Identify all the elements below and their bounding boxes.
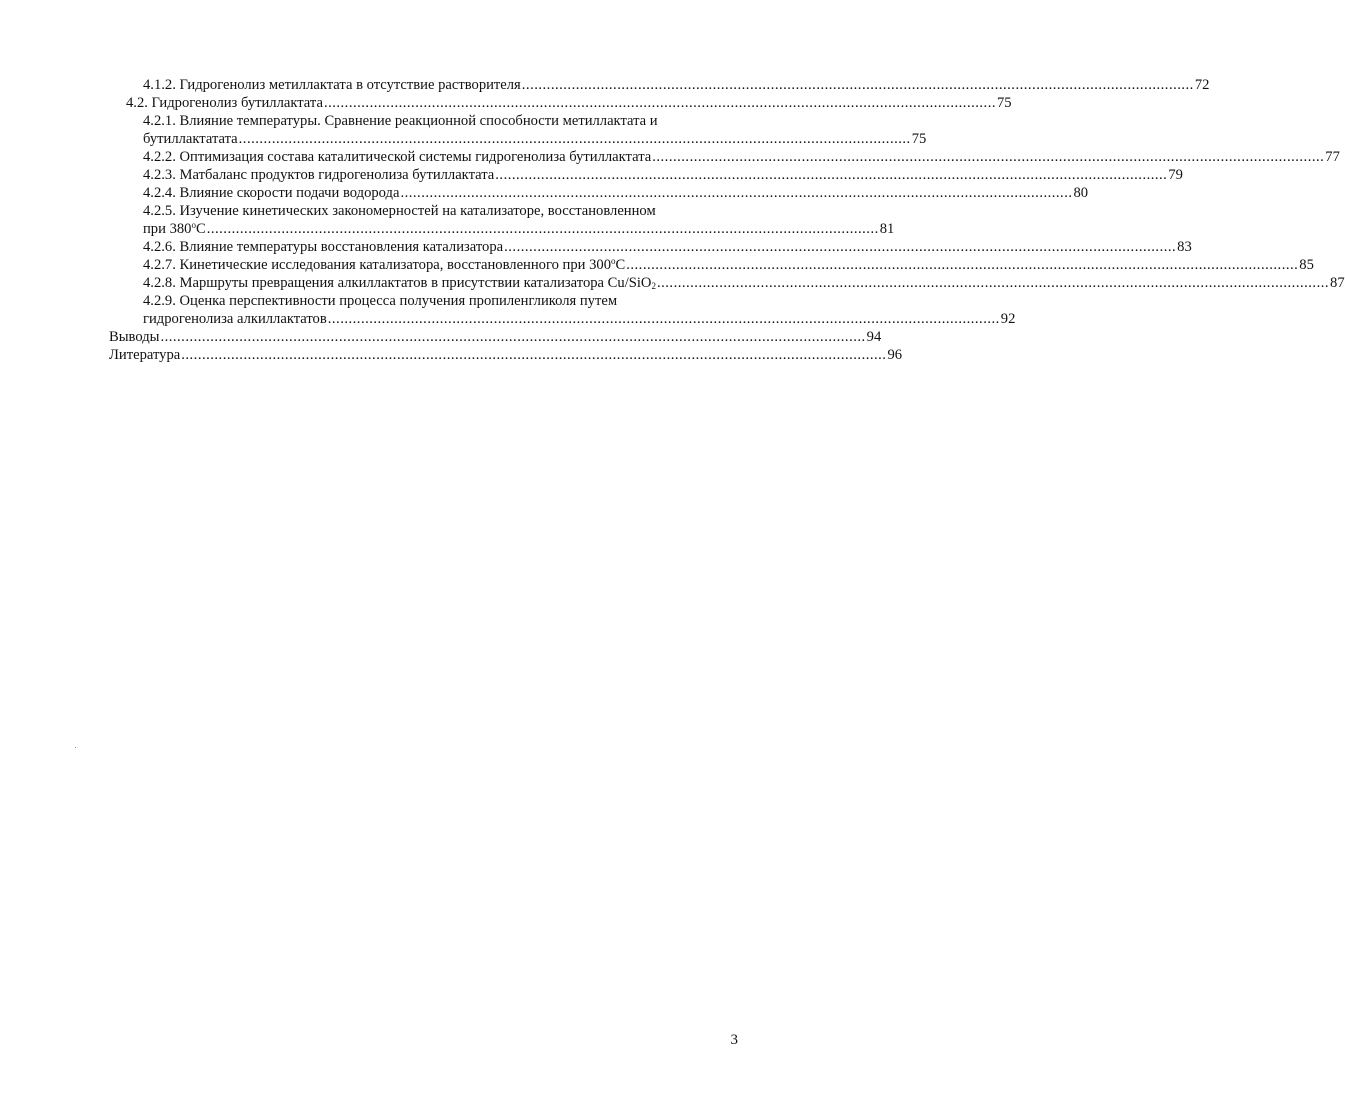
toc-entry-number: 4.2.1.: [143, 113, 176, 129]
dot-leader: ..................................................................................................................................................................: [323, 95, 996, 111]
dot-leader: ..................................................................................................................................................................: [652, 149, 1325, 165]
dot-leader: ..................................................................................................................................................................: [327, 311, 1000, 327]
toc-entry-title-line2: [143, 220, 206, 238]
degree-superscript: o: [611, 256, 616, 266]
toc-entry-page: 94: [866, 329, 882, 345]
toc-entry-title-line1: [143, 292, 739, 310]
toc-entry-number: 4.2.8.: [143, 275, 176, 291]
dot-leader: ..................................................................................................................................................................: [656, 275, 1330, 291]
toc-entry-title-line1: [143, 202, 739, 220]
toc-entry-page: 80: [1073, 185, 1089, 201]
toc-entry-4-1-2: [143, 76, 1210, 94]
toc-entry-title: [143, 76, 521, 94]
toc-entry-page: 77: [1325, 149, 1340, 165]
toc-entry-page: 75: [911, 131, 927, 147]
toc-entry-title: [143, 256, 625, 274]
toc-entry-title: [143, 148, 651, 166]
toc-entry-title: Выводы: [109, 329, 160, 345]
toc-entry-4-2-6: [143, 238, 1192, 256]
toc-entry-text: Оптимизация состава каталитической системы гидрогенолиза бутиллактата: [179, 149, 652, 165]
dot-leader: ..................................................................................................................................................................: [495, 167, 1168, 183]
toc-entry-text: при 380: [143, 221, 192, 237]
toc-entry-page: 75: [996, 95, 1012, 111]
toc-entry-text: Кинетические исследования катализатора, восстановленного при 300: [179, 257, 611, 273]
toc-entry-text: Влияние скорости подачи водорода: [179, 185, 400, 201]
toc-entry-text: Оценка перспективности процесса получения пропиленгликоля путем: [179, 293, 618, 309]
degree-superscript: o: [191, 220, 196, 230]
toc-entry-page: 96: [887, 347, 903, 363]
dot-leader: ..................................................................................................................................................................: [626, 257, 1299, 273]
toc-entry-4-2-5: [143, 202, 895, 238]
toc-entry-title: [143, 274, 656, 292]
toc-entry-number: 4.2.2.: [143, 149, 176, 165]
dot-leader: ..................................................................................................................................................................: [504, 239, 1177, 255]
toc-entry-4-2-4: [143, 184, 1089, 202]
toc-entry-number: 4.1.2.: [143, 77, 176, 93]
toc-entry-literature: [109, 346, 903, 364]
toc-entry-number: 4.2.6.: [143, 239, 176, 255]
toc-entry-text: Маршруты превращения алкиллактатов в присутствии катализатора Cu/SiO: [179, 275, 652, 291]
toc-entry-title: Литература: [109, 347, 181, 363]
dot-leader: ..................................................................................................................................................................: [521, 77, 1194, 93]
toc-entry-title: [143, 184, 399, 202]
toc-entry-page: 81: [879, 221, 895, 237]
toc-entry-text: Гидрогенолиз бутиллактата: [151, 95, 323, 111]
toc-entry-page: 72: [1194, 77, 1210, 93]
dot-leader: ..................................................................................................................................................................: [400, 185, 1073, 201]
toc-entry-text: Гидрогенолиз метиллактата в отсутствие растворителя: [179, 77, 521, 93]
toc-entry-page: 83: [1177, 239, 1192, 255]
toc-entry-unit: С: [195, 221, 206, 237]
toc-entry-page: 87: [1330, 275, 1345, 291]
toc-entry-number: 4.2.5.: [143, 203, 176, 219]
toc-entry-page: 92: [1000, 311, 1016, 327]
toc-entry-title-line2: бутиллактатата: [143, 131, 238, 147]
toc-entry-page: 79: [1168, 167, 1183, 183]
toc-entry-title: [143, 166, 494, 184]
toc-entry-text: Влияние температуры восстановления катализатора: [179, 239, 504, 255]
toc-entry-number: 4.2.4.: [143, 185, 176, 201]
toc-entry-4-2: [126, 94, 1012, 112]
toc-entry-text: Влияние температуры. Сравнение реакционной способности метиллактата и: [179, 113, 658, 129]
toc-entry-title-line1: [143, 112, 739, 130]
toc-entry-4-2-9: [143, 292, 1016, 328]
toc-entry-title: [143, 238, 503, 256]
toc-entry-text: Изучение кинетических закономерностей на катализаторе, восстановленном: [179, 203, 656, 219]
dot-leader: ..................................................................................................................................................................: [238, 131, 911, 147]
toc-entry-4-2-3: [143, 166, 1183, 184]
toc-entry-page: 85: [1299, 257, 1314, 273]
toc-entry-4-2-1: [143, 112, 927, 148]
toc-entry-4-2-8: [143, 274, 1345, 292]
toc-entry-number: 4.2.: [126, 95, 148, 111]
dot-leader: ..........................................................................................................................................................................: [181, 347, 887, 363]
scan-speck: [75, 747, 76, 748]
toc-entry-unit: С: [615, 257, 626, 273]
toc-entry-4-2-7: [143, 256, 1314, 274]
page-number: 3: [730, 1032, 738, 1048]
toc-entry-title: [126, 94, 323, 112]
toc-entry-title-line2: гидрогенолиза алкиллактатов: [143, 311, 327, 327]
toc-entry-number: 4.2.3.: [143, 167, 176, 183]
toc-entry-number: 4.2.9.: [143, 293, 176, 309]
dot-leader: ..................................................................................................................................................................: [206, 221, 879, 237]
toc-entry-number: 4.2.7.: [143, 257, 176, 273]
formula-subscript: 2: [651, 281, 656, 291]
dot-leader: ..........................................................................................................................................................................: [160, 329, 866, 345]
toc-entry-conclusions: [109, 328, 882, 346]
toc-entry-4-2-2: [143, 148, 1340, 166]
toc-entry-text: Матбаланс продуктов гидрогенолиза бутиллактата: [179, 167, 495, 183]
